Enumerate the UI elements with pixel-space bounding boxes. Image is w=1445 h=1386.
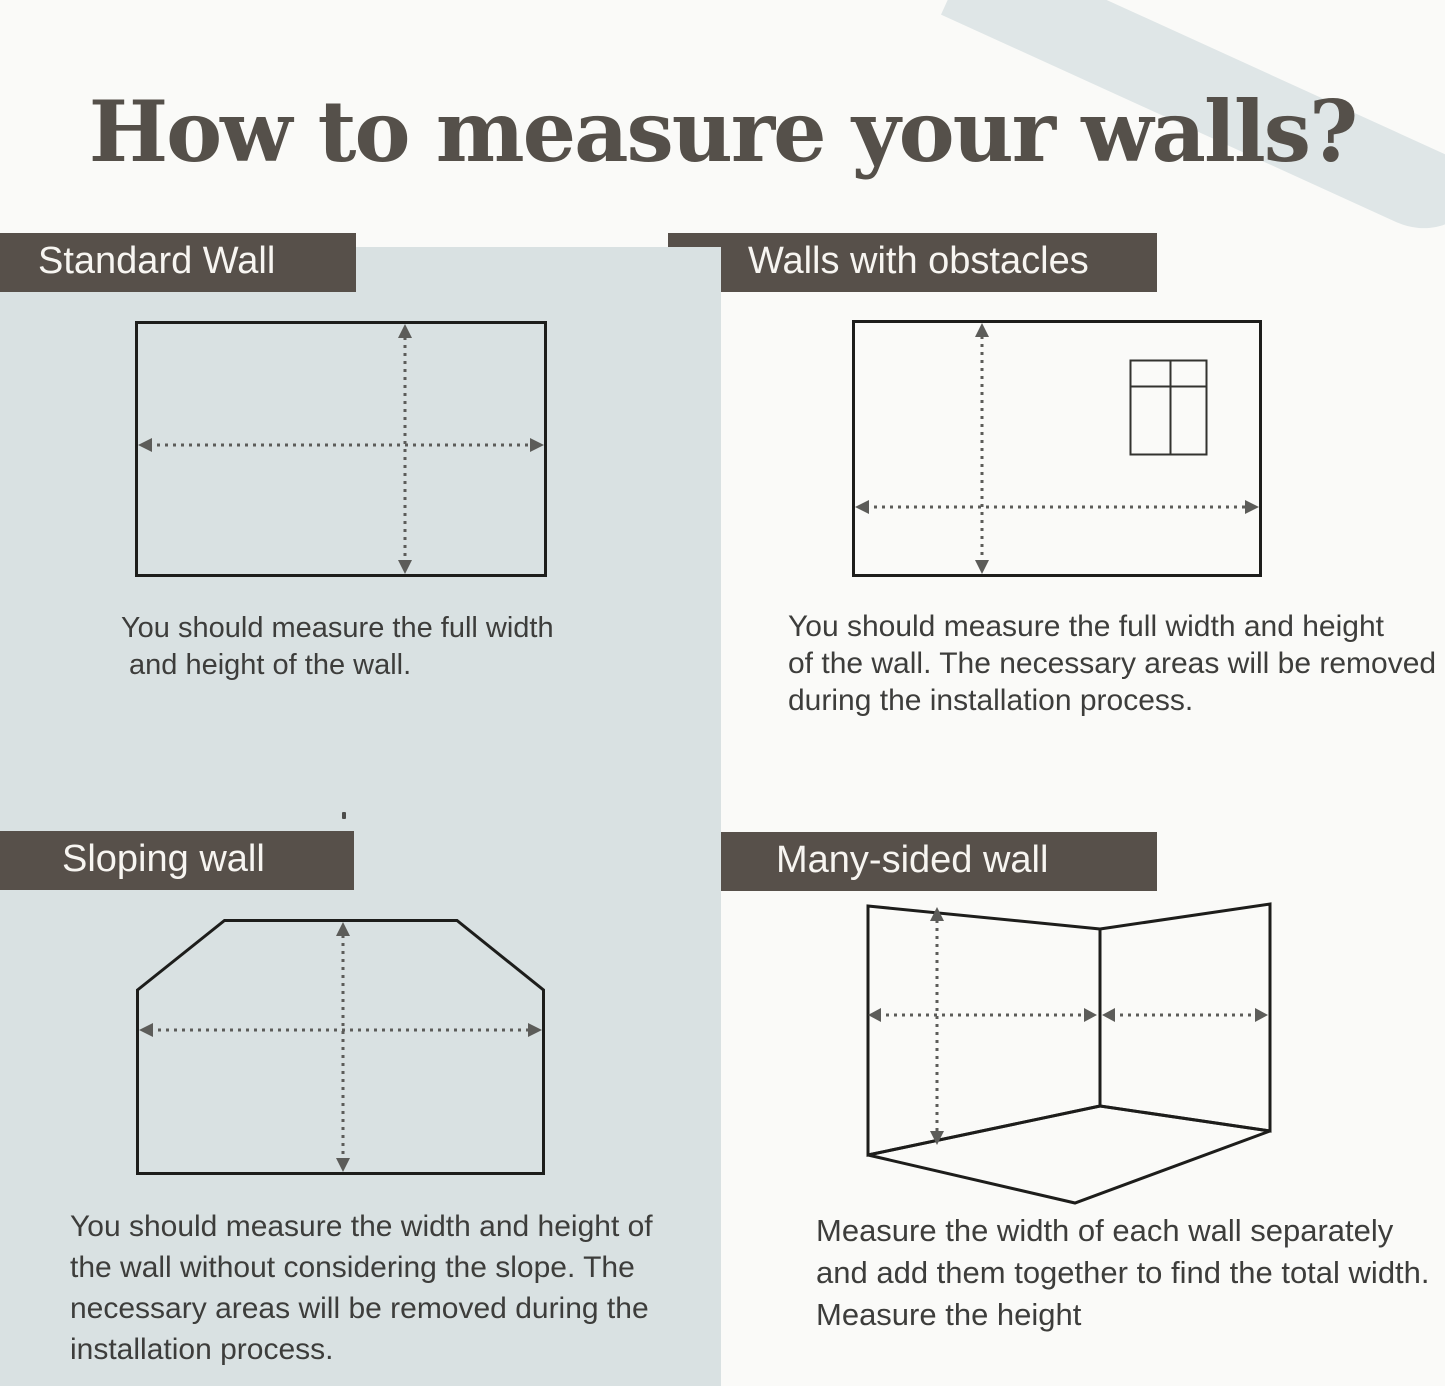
arrowhead-down-icon	[975, 560, 989, 574]
arrowhead-up-icon	[336, 922, 350, 936]
window-icon	[1131, 361, 1207, 455]
arrowhead-down-icon	[398, 560, 412, 574]
description-line: You should measure the width and height of	[70, 1210, 653, 1243]
arrowhead-left-icon	[138, 438, 152, 452]
section-header-sloping-wall	[0, 831, 354, 890]
arrowhead-up-icon	[398, 324, 412, 338]
standard-wall-description	[121, 610, 554, 684]
section-header-label: Walls with obstacles	[748, 240, 1089, 282]
many-sided-wall-diagram	[866, 902, 1272, 1205]
wall-outline	[137, 323, 546, 576]
description-line: installation process.	[70, 1333, 334, 1366]
section-header-label: Sloping wall	[62, 838, 265, 880]
left-wall-outline	[868, 906, 1100, 1155]
section-header-standard-wall	[0, 233, 356, 292]
page-title: How to measure your walls?	[88, 82, 1357, 182]
description-line: Measure the width of each wall separately	[816, 1213, 1394, 1248]
description-line: Measure the height	[816, 1297, 1082, 1332]
arrowhead-left-icon	[139, 1023, 153, 1037]
arrowhead-right-icon	[530, 438, 544, 452]
sloping-wall-diagram	[136, 919, 545, 1175]
arrowhead-left-icon	[1102, 1008, 1115, 1022]
section-header-many-sided-wall	[668, 832, 1157, 891]
description-line: necessary areas will be removed during the	[70, 1292, 649, 1325]
arrowhead-right-icon	[1084, 1008, 1097, 1022]
floor-outline	[868, 1106, 1270, 1203]
description-line: the wall without considering the slope. The	[70, 1251, 635, 1284]
standard-wall-diagram	[135, 321, 547, 577]
arrowhead-right-icon	[1245, 500, 1259, 514]
arrowhead-down-icon	[336, 1158, 350, 1172]
wall-outline	[138, 921, 544, 1174]
obstacle-wall-diagram	[852, 320, 1262, 577]
arrowhead-left-icon	[868, 1008, 881, 1022]
description-line: and add them together to find the total width.	[816, 1255, 1430, 1290]
description-line: during the installation process.	[788, 684, 1194, 717]
stray-mark	[342, 812, 346, 819]
right-wall-outline	[1100, 904, 1270, 1131]
many-sided-wall-description	[816, 1210, 1430, 1336]
description-line: You should measure the full width	[121, 612, 554, 644]
arrowhead-right-icon	[1255, 1008, 1268, 1022]
obstacle-wall-description	[788, 608, 1436, 719]
sloping-wall-description	[70, 1206, 653, 1370]
arrowhead-left-icon	[855, 500, 869, 514]
section-header-label: Standard Wall	[38, 240, 276, 282]
description-line: and height of the wall.	[129, 649, 412, 681]
section-header-walls-with-obstacles	[668, 233, 1157, 292]
description-line: You should measure the full width and height	[788, 610, 1384, 643]
section-header-label: Many-sided wall	[776, 839, 1049, 881]
arrowhead-right-icon	[528, 1023, 542, 1037]
arrowhead-up-icon	[975, 323, 989, 337]
description-line: of the wall. The necessary areas will be removed	[788, 647, 1437, 680]
